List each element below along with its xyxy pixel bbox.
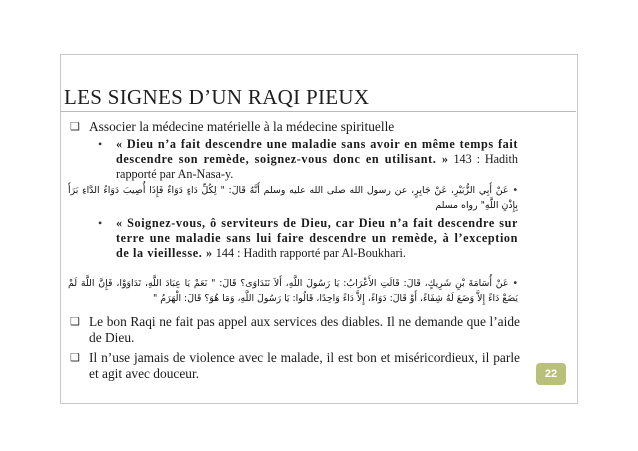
round-bullet-icon: • bbox=[98, 137, 103, 151]
arabic-hadith-text-2: عَنْ أُسَامَةَ بْنِ شَرِيكٍ، قَالَ: قَالَتِ الأَعْرَابُ: يَا رَسُولَ اللَّهِ، أَلاَ نَتَدَاوَى؟ قَالَ: " نَعَمْ يَا عِبَادَ اللَّهِ، تَدَاوَوْا، فَإِنَّ اللَّهَ لَمْ يَضَعْ دَاءً إِلاَّ وَضَعَ لَهُ شِفَاءً، أَوْ قَالَ: دَوَاءً، إِلاَّ دَاءً وَاحِدًا، قَالُوا: يَا رَسُولَ اللَّهِ، وَمَا هُوَ؟ قَالَ: الْهَرَمُ " bbox=[68, 278, 518, 304]
round-bullet-icon: • bbox=[512, 278, 518, 289]
bullet-item-3 bbox=[70, 350, 520, 382]
hadith-quote-2: « Soignez-vous, ô serviteurs de Dieu, car Dieu n’a fait descendre sur terre une maladie sans lui faire descendre un remède, à l’exception de la vieillesse. » bbox=[116, 216, 518, 260]
arabic-hadith-1 bbox=[68, 183, 518, 213]
sub-bullet-1 bbox=[98, 137, 518, 182]
bullet-text-2: Le bon Raqi ne fait pas appel aux services des diables. Il ne demande que l’aide de Dieu. bbox=[89, 314, 520, 345]
sub-bullet-2 bbox=[98, 216, 518, 261]
bullet-text-1: Associer la médecine matérielle à la médecine spirituelle bbox=[89, 119, 395, 134]
round-bullet-icon: • bbox=[98, 216, 103, 230]
title-underline-right bbox=[528, 111, 576, 112]
arabic-hadith-2 bbox=[68, 276, 518, 306]
square-bullet-icon: ❑ bbox=[70, 352, 80, 364]
bullet-item-2 bbox=[70, 314, 520, 346]
hadith-reference-1: 143 : Hadith rapporté par An-Nasa-y. bbox=[116, 152, 518, 181]
square-bullet-icon: ❑ bbox=[70, 316, 80, 328]
slide-title: LES SIGNES D’UN RAQI PIEUX bbox=[64, 85, 370, 109]
bullet-text-3: Il n’use jamais de violence avec le malade, il est bon et miséricordieux, il parle et agit avec douceur. bbox=[89, 350, 520, 381]
square-bullet-icon: ❑ bbox=[70, 121, 80, 133]
page-number-badge: 22 bbox=[536, 363, 566, 385]
hadith-quote-1: « Dieu n’a fait descendre une maladie sans avoir en même temps fait descendre son remède, soignez-vous donc en utilisant. » bbox=[116, 137, 518, 166]
round-bullet-icon: • bbox=[512, 185, 518, 196]
arabic-hadith-text-1: عَنْ أَبِي الزُّبَيْرِ، عَنْ جَابِرٍ، عن رسول الله صلى الله عليه وسلم أَنَّهُ قَالَ: " لِكُلِّ دَاءٍ دَوَاءٌ فَإِذَا أُصِيبَ دَوَاءُ الدَّاءِ بَرَأَ بِإِذْنِ اللَّهِ" رواه مسلم bbox=[68, 185, 518, 211]
sub-bullet-text-1 bbox=[116, 137, 518, 182]
title-underline bbox=[60, 111, 528, 112]
hadith-reference-2: 144 : Hadith rapporté par Al-Boukhari. bbox=[212, 246, 406, 260]
sub-bullet-text-2 bbox=[116, 216, 518, 261]
bullet-item-1 bbox=[70, 119, 520, 135]
